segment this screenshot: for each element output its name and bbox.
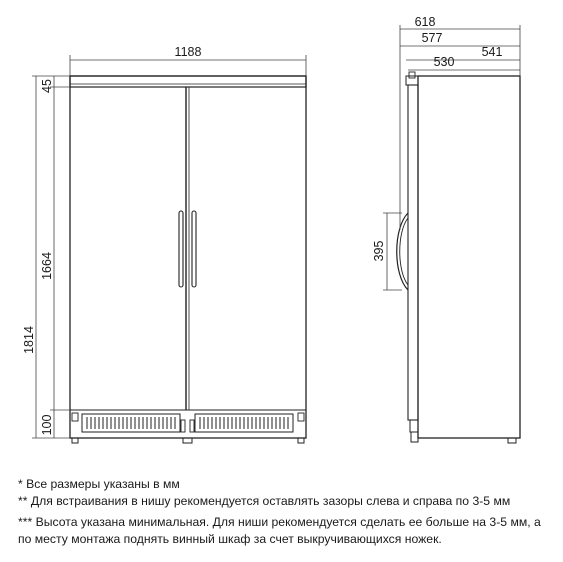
front-center-foot bbox=[183, 438, 192, 443]
handle-height-dim: 395 bbox=[372, 240, 386, 262]
side-front-foot bbox=[411, 432, 418, 442]
side-door-panel bbox=[408, 85, 418, 420]
side-cabinet-body bbox=[418, 76, 520, 438]
note-1: * Все размеры указаны в мм bbox=[18, 477, 180, 491]
depth-577-dim: 577 bbox=[421, 31, 443, 45]
front-cabinet-body bbox=[70, 76, 306, 438]
depth-541-dim: 541 bbox=[481, 45, 503, 59]
total-height-dim: 1814 bbox=[22, 326, 36, 354]
side-handle bbox=[397, 213, 408, 290]
left-ventilation-grille bbox=[82, 414, 180, 432]
top-cap-dim: 45 bbox=[40, 79, 54, 93]
side-back-foot bbox=[508, 438, 516, 443]
left-door-handle bbox=[179, 211, 183, 287]
front-left-foot bbox=[72, 438, 78, 443]
depth-530-dim: 530 bbox=[433, 55, 455, 69]
notes-section bbox=[18, 476, 553, 548]
note-2: ** Для встраивания в нишу рекомендуется оставлять зазоры слева и справа по 3-5 мм bbox=[18, 494, 511, 508]
front-top-cap bbox=[70, 76, 306, 87]
side-top-cap bbox=[406, 76, 418, 85]
base-height-dim: 100 bbox=[40, 414, 54, 436]
front-view bbox=[70, 76, 306, 443]
side-view bbox=[397, 72, 520, 443]
door-height-dim: 1664 bbox=[40, 252, 54, 280]
right-ventilation-grille bbox=[195, 414, 293, 432]
right-door-handle bbox=[192, 211, 196, 287]
front-width-dim: 1188 bbox=[174, 45, 202, 59]
depth-618-dim: 618 bbox=[414, 15, 436, 29]
note-3: *** Высота указана минимальная. Для ниши рекомендуется сделать ее больше на 3-5 мм, а по месту монтажа поднять винный шкаф за счет выкручивающихся ножек. bbox=[18, 515, 541, 546]
front-dimension-lines bbox=[32, 55, 306, 438]
front-right-foot bbox=[298, 438, 304, 443]
